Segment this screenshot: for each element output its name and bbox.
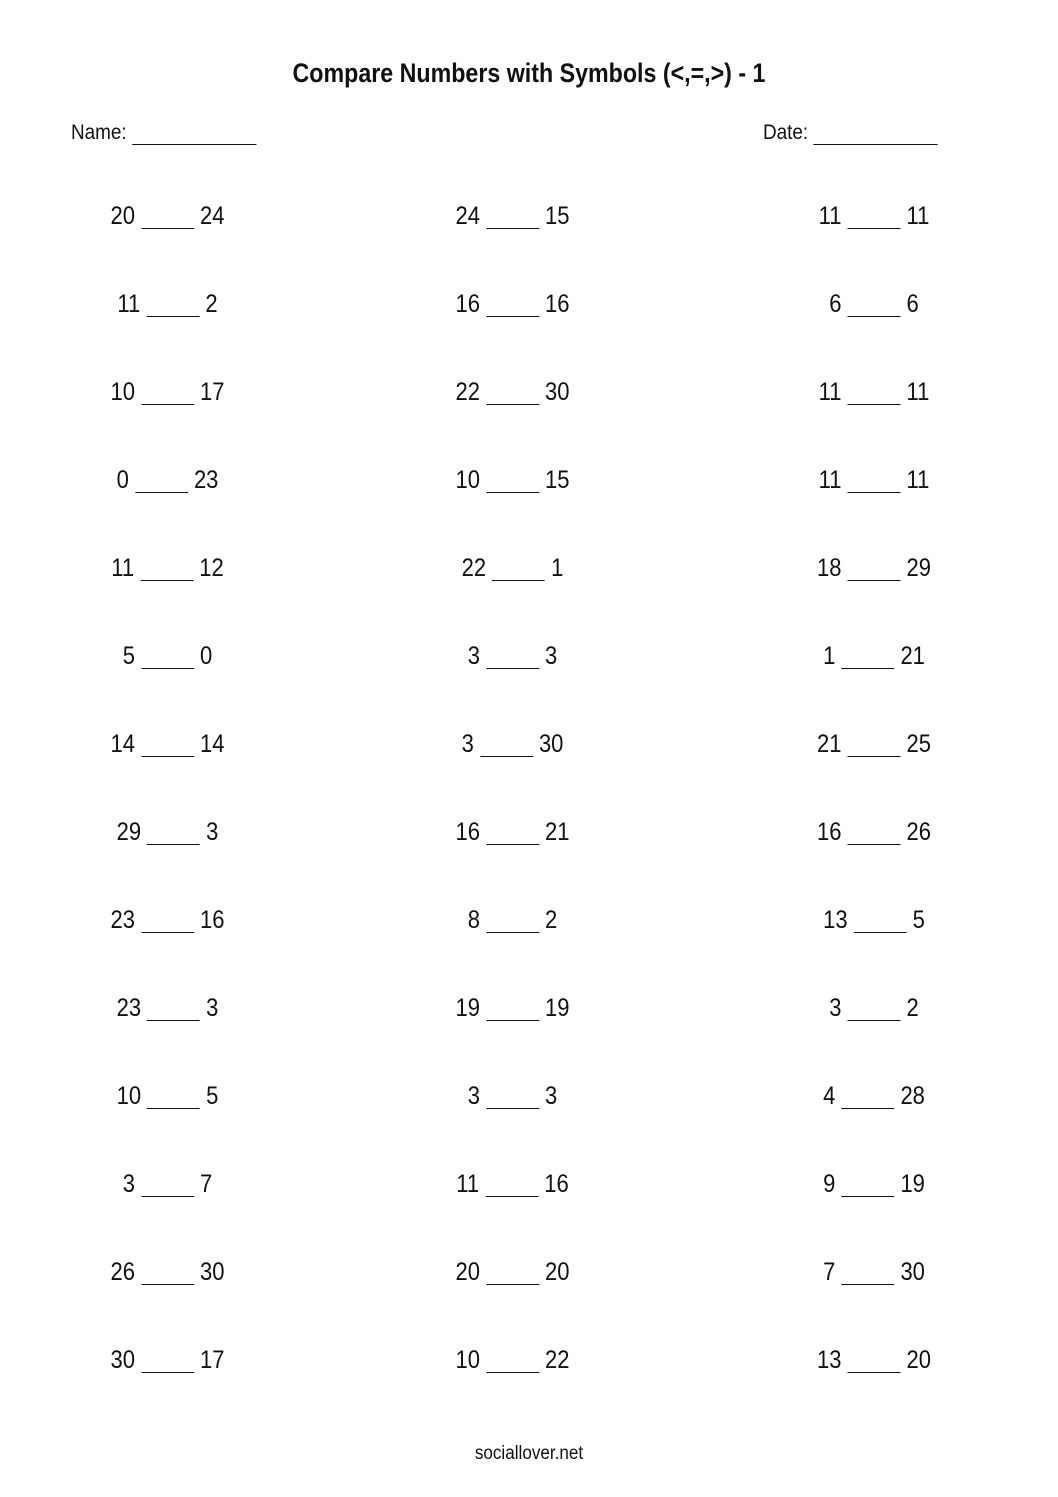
left-number: 9 xyxy=(823,1169,836,1198)
left-number: 10 xyxy=(455,1345,480,1374)
answer-blank[interactable] xyxy=(141,204,194,229)
left-number: 0 xyxy=(116,465,129,494)
answer-blank[interactable] xyxy=(848,468,901,493)
answer-blank[interactable] xyxy=(841,1260,894,1285)
date-field xyxy=(763,121,938,145)
right-number: 14 xyxy=(200,729,225,758)
right-number: 16 xyxy=(545,289,570,318)
right-number: 19 xyxy=(545,993,570,1022)
problem-item xyxy=(20,197,315,235)
answer-blank[interactable] xyxy=(141,732,194,757)
answer-blank[interactable] xyxy=(147,996,200,1021)
right-number: 1 xyxy=(551,553,564,582)
problem-item xyxy=(356,1341,668,1379)
left-number: 10 xyxy=(110,377,135,406)
problem-grid xyxy=(0,197,1058,1429)
answer-blank[interactable] xyxy=(841,1084,894,1109)
right-number: 20 xyxy=(545,1257,570,1286)
right-number: 11 xyxy=(906,465,930,494)
right-number: 26 xyxy=(906,817,932,846)
left-number: 16 xyxy=(455,817,480,846)
problem-item xyxy=(20,373,315,411)
problem-item xyxy=(356,813,668,851)
answer-blank[interactable] xyxy=(848,292,901,317)
name-label: Name: xyxy=(71,121,127,144)
answer-blank[interactable] xyxy=(141,908,194,933)
problem-item xyxy=(712,637,1036,675)
right-number: 0 xyxy=(200,641,213,670)
answer-blank[interactable] xyxy=(848,820,901,845)
left-number: 3 xyxy=(467,641,480,670)
right-number: 25 xyxy=(906,729,932,758)
right-number: 30 xyxy=(900,1257,925,1286)
right-number: 12 xyxy=(199,553,224,582)
problem-item xyxy=(712,285,1036,323)
right-number: 3 xyxy=(545,1081,558,1110)
answer-blank[interactable] xyxy=(135,468,188,493)
left-number: 11 xyxy=(117,289,141,318)
problem-item xyxy=(20,461,315,499)
right-number: 29 xyxy=(906,553,932,582)
left-number: 11 xyxy=(818,377,842,406)
answer-blank[interactable] xyxy=(848,996,901,1021)
answer-blank[interactable] xyxy=(848,380,901,405)
answer-blank[interactable] xyxy=(486,1260,539,1285)
problem-item xyxy=(356,1077,668,1115)
right-number: 11 xyxy=(906,377,930,406)
left-number: 6 xyxy=(829,289,842,318)
left-number: 3 xyxy=(122,1169,135,1198)
left-number: 18 xyxy=(816,553,842,582)
answer-blank[interactable] xyxy=(486,908,539,933)
right-number: 21 xyxy=(545,817,570,846)
left-number: 16 xyxy=(816,817,842,846)
left-number: 14 xyxy=(110,729,135,758)
answer-blank[interactable] xyxy=(841,644,894,669)
problem-item xyxy=(356,725,668,763)
problem-item xyxy=(712,725,1036,763)
problem-item xyxy=(712,461,1036,499)
answer-blank[interactable] xyxy=(848,204,901,229)
right-number: 16 xyxy=(544,1169,569,1198)
problem-item xyxy=(712,1253,1036,1291)
problem-item xyxy=(356,989,668,1027)
problem-item xyxy=(356,1165,668,1203)
answer-blank[interactable] xyxy=(147,1084,200,1109)
answer-blank[interactable] xyxy=(486,292,539,317)
problem-item xyxy=(712,1165,1036,1203)
left-number: 5 xyxy=(122,641,135,670)
answer-blank[interactable] xyxy=(480,732,533,757)
right-number: 3 xyxy=(206,817,219,846)
answer-blank[interactable] xyxy=(146,292,199,317)
right-number: 30 xyxy=(545,377,570,406)
left-number: 20 xyxy=(455,1257,480,1286)
problem-item xyxy=(20,285,315,323)
right-number: 15 xyxy=(545,465,570,494)
left-number: 20 xyxy=(110,201,135,230)
problem-item xyxy=(712,373,1036,411)
left-number: 13 xyxy=(816,1345,842,1374)
right-number: 5 xyxy=(912,905,925,934)
problem-item xyxy=(356,1253,668,1291)
problem-item xyxy=(356,461,668,499)
left-number: 16 xyxy=(455,289,480,318)
right-number: 23 xyxy=(193,465,219,494)
answer-blank[interactable] xyxy=(141,644,194,669)
left-number: 30 xyxy=(110,1345,135,1374)
answer-blank[interactable] xyxy=(486,468,539,493)
problem-item xyxy=(20,1165,315,1203)
left-number: 4 xyxy=(823,1081,836,1110)
right-number: 6 xyxy=(906,289,919,318)
left-number: 11 xyxy=(456,1169,480,1198)
right-number: 22 xyxy=(545,1345,570,1374)
answer-blank[interactable] xyxy=(492,556,545,581)
answer-blank[interactable] xyxy=(848,556,901,581)
problem-item xyxy=(20,1253,315,1291)
right-number: 19 xyxy=(900,1169,925,1198)
problem-item xyxy=(356,285,668,323)
left-number: 11 xyxy=(818,465,842,494)
answer-blank[interactable] xyxy=(848,732,901,757)
answer-blank[interactable] xyxy=(486,644,539,669)
answer-blank[interactable] xyxy=(486,380,539,405)
left-number: 11 xyxy=(818,201,842,230)
problem-item xyxy=(712,197,1036,235)
date-blank-line[interactable] xyxy=(814,122,938,145)
right-number: 3 xyxy=(206,993,219,1022)
problem-item xyxy=(20,989,315,1027)
left-number: 11 xyxy=(111,553,135,582)
problem-item xyxy=(356,197,668,235)
answer-blank[interactable] xyxy=(486,1084,539,1109)
right-number: 7 xyxy=(200,1169,213,1198)
left-number: 13 xyxy=(823,905,848,934)
right-number: 16 xyxy=(200,905,225,934)
problem-item xyxy=(20,637,315,675)
left-number: 22 xyxy=(461,553,487,582)
problem-item xyxy=(20,813,315,851)
left-number: 7 xyxy=(823,1257,836,1286)
footer-site: sociallover.net xyxy=(474,1443,584,1464)
right-number: 24 xyxy=(200,201,225,230)
left-number: 8 xyxy=(467,905,480,934)
left-number: 29 xyxy=(116,817,142,846)
problem-item xyxy=(712,1077,1036,1115)
answer-blank[interactable] xyxy=(486,204,539,229)
right-number: 17 xyxy=(200,1345,225,1374)
problem-item xyxy=(356,637,668,675)
answer-blank[interactable] xyxy=(141,380,194,405)
answer-blank[interactable] xyxy=(147,820,200,845)
right-number: 30 xyxy=(538,729,564,758)
answer-blank[interactable] xyxy=(841,1172,894,1197)
problem-item xyxy=(356,373,668,411)
left-number: 3 xyxy=(461,729,474,758)
problem-item xyxy=(712,1341,1036,1379)
page-title: Compare Numbers with Symbols (<,=,>) - 1 xyxy=(292,58,766,88)
left-number: 3 xyxy=(467,1081,480,1110)
right-number: 2 xyxy=(205,289,218,318)
right-number: 30 xyxy=(200,1257,225,1286)
answer-blank[interactable] xyxy=(141,1172,194,1197)
right-number: 20 xyxy=(906,1345,932,1374)
answer-blank[interactable] xyxy=(141,1260,194,1285)
right-number: 2 xyxy=(545,905,558,934)
answer-blank[interactable] xyxy=(486,1348,539,1373)
answer-blank[interactable] xyxy=(486,820,539,845)
problem-item xyxy=(20,901,315,939)
right-number: 15 xyxy=(545,201,570,230)
answer-blank[interactable] xyxy=(854,908,907,933)
answer-blank[interactable] xyxy=(485,1172,538,1197)
problem-item xyxy=(20,1341,315,1379)
left-number: 22 xyxy=(455,377,480,406)
answer-blank[interactable] xyxy=(848,1348,901,1373)
problem-item xyxy=(356,549,668,587)
left-number: 10 xyxy=(116,1081,142,1110)
left-number: 23 xyxy=(116,993,142,1022)
problem-item xyxy=(712,813,1036,851)
name-field xyxy=(71,121,256,145)
left-number: 10 xyxy=(455,465,480,494)
answer-blank[interactable] xyxy=(140,556,193,581)
date-label: Date: xyxy=(763,121,809,144)
left-number: 23 xyxy=(110,905,135,934)
left-number: 21 xyxy=(816,729,842,758)
left-number: 24 xyxy=(455,201,480,230)
problem-item xyxy=(20,1077,315,1115)
right-number: 2 xyxy=(906,993,919,1022)
left-number: 1 xyxy=(823,641,836,670)
left-number: 19 xyxy=(455,993,480,1022)
problem-item xyxy=(712,989,1036,1027)
left-number: 26 xyxy=(110,1257,135,1286)
problem-item xyxy=(712,549,1036,587)
right-number: 5 xyxy=(206,1081,219,1110)
right-number: 11 xyxy=(906,201,930,230)
right-number: 21 xyxy=(900,641,925,670)
right-number: 28 xyxy=(900,1081,925,1110)
problem-item xyxy=(20,725,315,763)
name-blank-line[interactable] xyxy=(132,122,256,145)
answer-blank[interactable] xyxy=(141,1348,194,1373)
problem-item xyxy=(20,549,315,587)
problem-item xyxy=(356,901,668,939)
answer-blank[interactable] xyxy=(486,996,539,1021)
right-number: 17 xyxy=(200,377,225,406)
problem-item xyxy=(712,901,1036,939)
right-number: 3 xyxy=(545,641,558,670)
left-number: 3 xyxy=(829,993,842,1022)
